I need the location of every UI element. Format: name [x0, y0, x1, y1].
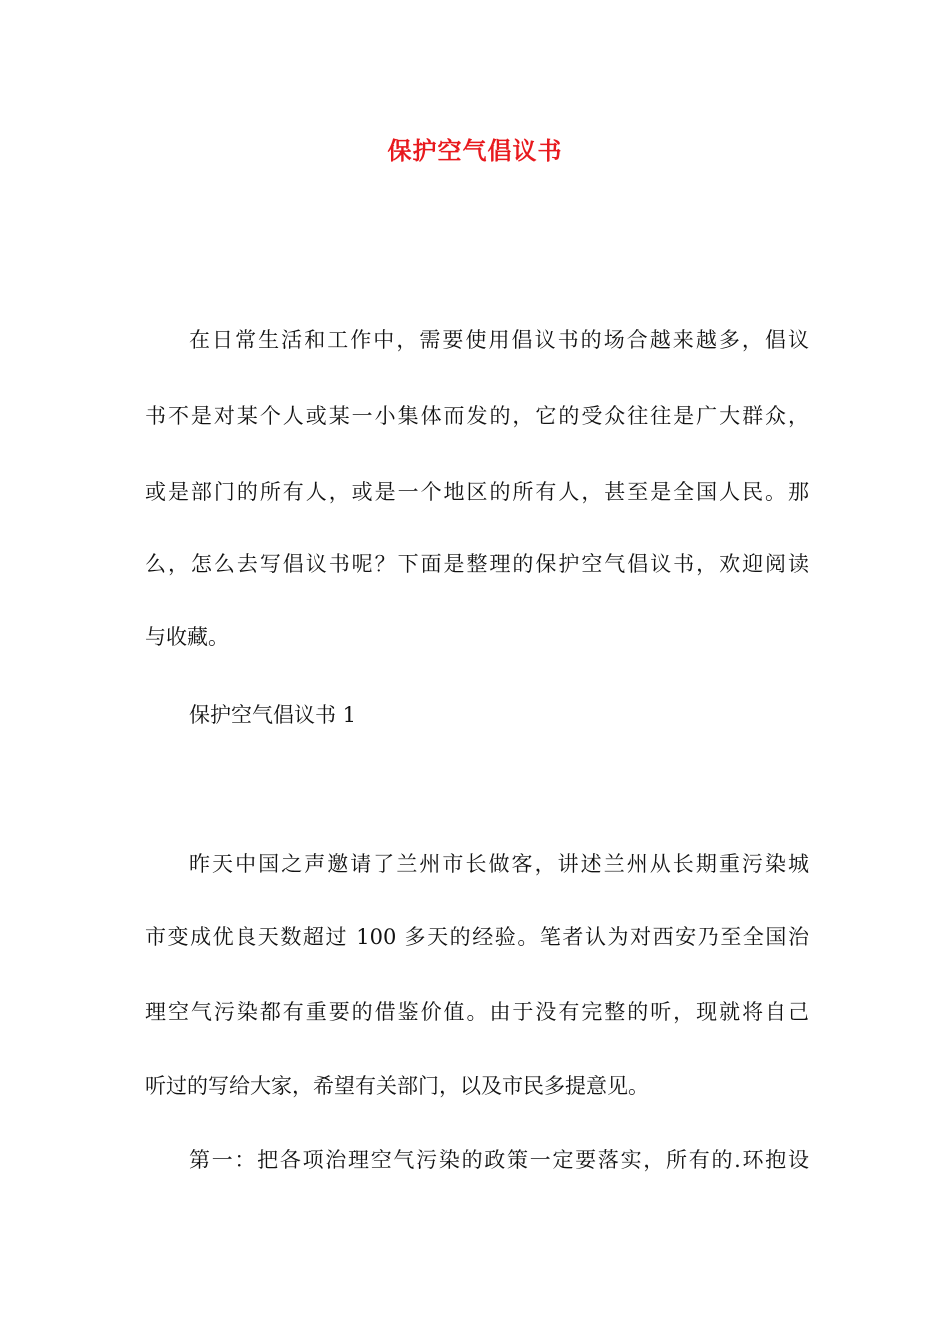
paragraph-3-line-1: 第一：把各项治理空气污染的政策一定要落实，所有的.环抱设	[189, 1148, 809, 1172]
paragraph-1-line-5: 与收藏。	[145, 625, 229, 649]
paragraph-1-line-4: 么，怎么去写倡议书呢？下面是整理的保护空气倡议书，欢迎阅读	[145, 552, 809, 576]
paragraph-2-line-1: 昨天中国之声邀请了兰州市长做客，讲述兰州从长期重污染城	[189, 852, 809, 876]
paragraph-1-line-2: 书不是对某个人或某一小集体而发的，它的受众往往是广大群众，	[145, 404, 809, 428]
document-title: 保护空气倡议书	[387, 136, 563, 165]
paragraph-2-line-3: 理空气污染都有重要的借鉴价值。由于没有完整的听，现就将自己	[145, 1000, 809, 1024]
paragraph-1-line-3: 或是部门的所有人，或是一个地区的所有人，甚至是全国人民。那	[145, 480, 809, 504]
paragraph-1-line-1: 在日常生活和工作中，需要使用倡议书的场合越来越多，倡议	[189, 328, 809, 352]
paragraph-2-line-4: 听过的写给大家，希望有关部门，以及市民多提意见。	[145, 1074, 649, 1098]
section-heading-1: 保护空气倡议书 1	[189, 703, 357, 727]
paragraph-2-line-2: 市变成优良天数超过 100 多天的经验。笔者认为对西安乃至全国治	[145, 925, 809, 949]
